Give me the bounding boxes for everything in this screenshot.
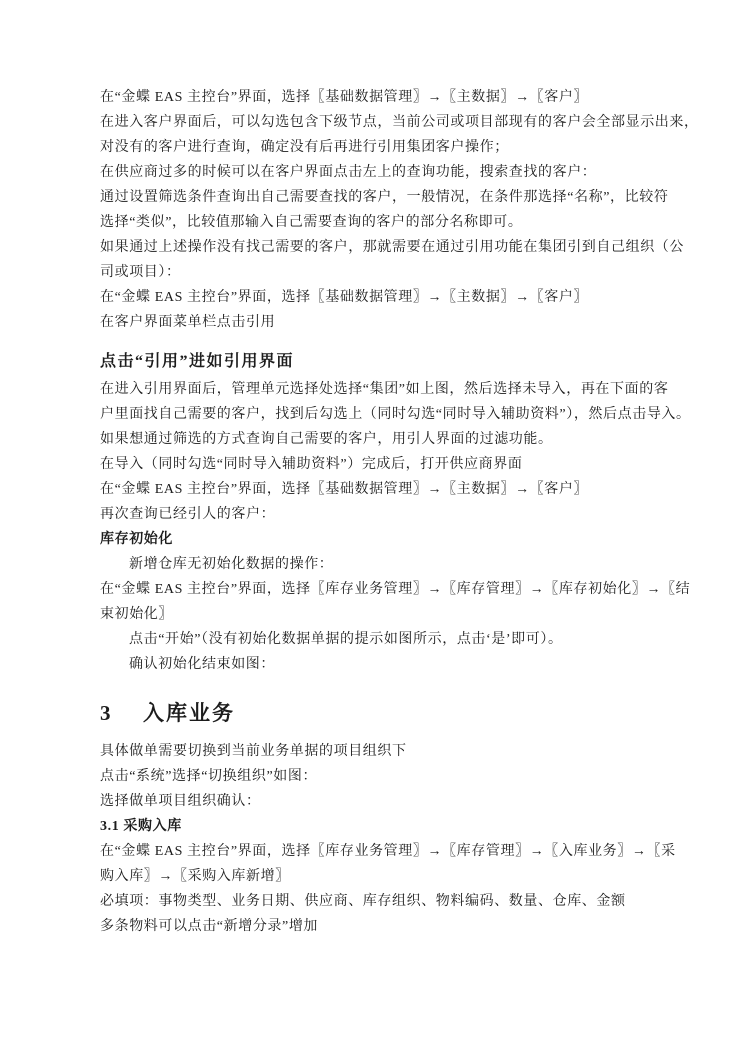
text-line: 在“金蝶 EAS 主控台”界面，选择〖库存业务管理〗→〖库存管理〗→〖库存初始化〗→〖结: [100, 582, 691, 597]
text-line: 在“金蝶 EAS 主控台”界面，选择〖库存业务管理〗→〖库存管理〗→〖入库业务〗→〖采: [100, 844, 676, 859]
text-line: 户里面找自己需要的客户，找到后勾选上（同时勾选“同时导入辅助资料”），然后点击导入。: [100, 407, 691, 422]
text-line: 在导入（同时勾选“同时导入辅助资料”）完成后，打开供应商界面: [100, 457, 523, 472]
text-line: 选择做单项目组织确认：: [100, 794, 261, 809]
text-line: 束初始化〗: [100, 607, 173, 622]
text-line: 通过设置筛选条件查询出自己需要查找的客户，一般情况，在条件那选择“名称”，比较符: [100, 190, 669, 205]
text-line: 具体做单需要切换到当前业务单据的项目组织下: [100, 744, 407, 759]
text-line: 购入库〗→〖采购入库新增〗: [100, 869, 290, 884]
text-line: 如果通过上述操作没有找己需要的客户，那就需要在通过引用功能在集团引到自己组织（公: [100, 240, 684, 255]
sub-heading: 点击“引用”进如引用界面: [100, 353, 295, 370]
text-line: 选择“类似”，比较值那输入自己需要查询的客户的部分名称即可。: [100, 215, 523, 230]
section-heading: [100, 695, 660, 731]
text-line: 在进入客户界面后，可以勾选包含下级节点，当前公司或项目部现有的客户会全部显示出来，: [100, 115, 699, 130]
text-line: 再次查询已经引人的客户：: [100, 507, 276, 522]
text-line: 在供应商过多的时候可以在客户界面点击左上的查询功能，搜索查找的客户：: [100, 165, 597, 180]
text-line: 新增仓库无初始化数据的操作：: [129, 557, 334, 572]
section-number: 3: [100, 701, 113, 725]
text-line: 必填项：事物类型、业务日期、供应商、库存组织、物料编码、数量、仓库、金额: [100, 894, 626, 909]
document-content: [100, 85, 699, 939]
text-line: 在“金蝶 EAS 主控台”界面，选择〖基础数据管理〗→〖主数据〗→〖客户〗: [100, 90, 589, 105]
text-line: 点击“系统”选择“切换组织”如图：: [100, 769, 318, 784]
text-line: 司或项目）：: [100, 265, 181, 280]
text-line: 在客户界面菜单栏点击引用: [100, 315, 276, 330]
text-line: 在“金蝶 EAS 主控台”界面，选择〖基础数据管理〗→〖主数据〗→〖客户〗: [100, 482, 589, 497]
text-line: 在进入引用界面后，管理单元选择处选择“集团”如上图，然后选择未导入，再在下面的客: [100, 382, 669, 397]
paragraph-heading: 库存初始化: [100, 532, 173, 547]
text-line: 多条物料可以点击“新增分录”增加: [100, 919, 319, 934]
text-line: 如果想通过筛选的方式查询自己需要的客户，用引人界面的过滤功能。: [100, 432, 553, 447]
text-line: 对没有的客户进行查询，确定没有后再进行引用集团客户操作；: [100, 140, 509, 155]
text-line: 点击“开始”（没有初始化数据单据的提示如图所示，点击‘是’即可）。: [129, 632, 563, 647]
paragraph-heading: 3.1 采购入库: [100, 819, 182, 834]
section-title: 入库业务: [143, 701, 235, 725]
text-line: 在“金蝶 EAS 主控台”界面，选择〖基础数据管理〗→〖主数据〗→〖客户〗: [100, 290, 589, 305]
text-line: 确认初始化结束如图：: [129, 657, 275, 672]
